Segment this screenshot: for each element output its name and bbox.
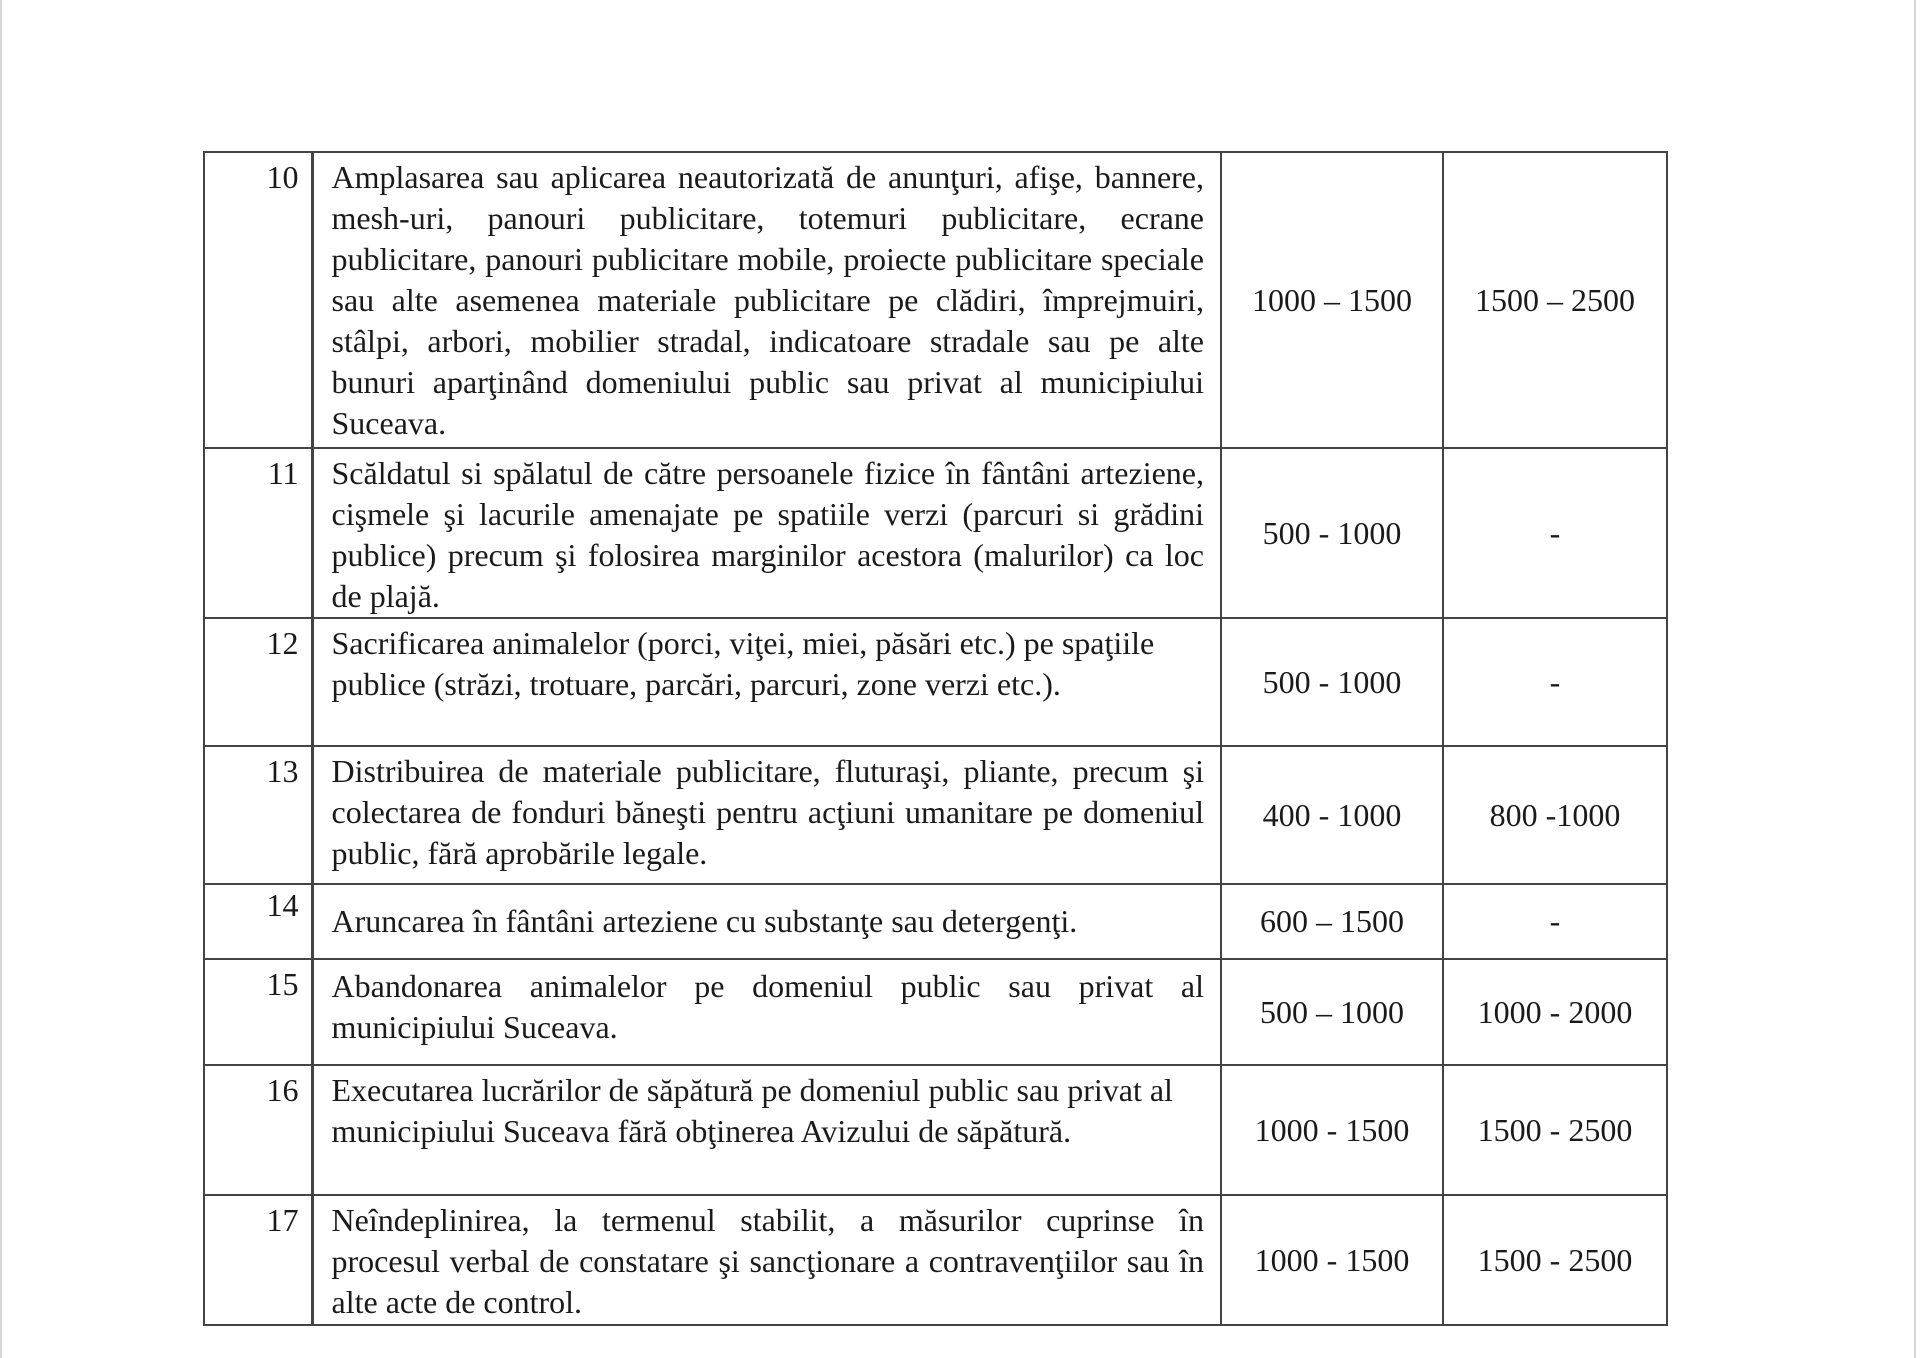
row-number: 13	[204, 746, 312, 884]
row-number: 16	[204, 1065, 312, 1195]
row-description: Executarea lucrărilor de săpătură pe domeniul public sau privat al municipiului Suceava fără obţinerea Avizului de săpătură.	[312, 1065, 1221, 1195]
table-row	[204, 152, 1667, 448]
row-description: Scăldatul si spălatul de către persoanele fizice în fântâni arteziene, cişmele şi lacurile amenajate pe spatiile verzi (parcuri si grădini publice) precum şi folosirea marginilor acestora (malurilor) ca loc de plajă.	[312, 448, 1221, 618]
fine-range-min: 1000 – 1500	[1221, 152, 1443, 448]
table-row	[204, 1065, 1667, 1195]
row-description: Abandonarea animalelor pe domeniul public sau privat al municipiului Suceava.	[312, 959, 1221, 1065]
fine-range-min: 500 - 1000	[1221, 448, 1443, 618]
row-description: Aruncarea în fântâni arteziene cu substanţe sau detergenţi.	[312, 884, 1221, 959]
fine-range-min: 500 – 1000	[1221, 959, 1443, 1065]
fine-range-max: -	[1443, 448, 1667, 618]
table-row	[204, 959, 1667, 1065]
fine-range-max: 800 -1000	[1443, 746, 1667, 884]
table-row	[204, 618, 1667, 746]
fine-range-max: -	[1443, 618, 1667, 746]
fine-range-max: 1500 – 2500	[1443, 152, 1667, 448]
fines-table	[203, 151, 1668, 1326]
table-row	[204, 884, 1667, 959]
fine-range-min: 1000 - 1500	[1221, 1195, 1443, 1325]
fine-range-min: 1000 - 1500	[1221, 1065, 1443, 1195]
row-number: 15	[204, 959, 312, 1065]
row-description: Sacrificarea animalelor (porci, viţei, miei, păsări etc.) pe spaţiile publice (străzi, trotuare, parcări, parcuri, zone verzi etc.).	[312, 618, 1221, 746]
fine-range-max: -	[1443, 884, 1667, 959]
fine-range-min: 600 – 1500	[1221, 884, 1443, 959]
row-description: Distribuirea de materiale publicitare, fluturaşi, pliante, precum şi colectarea de fonduri băneşti pentru acţiuni umanitare pe domeniul public, fără aprobările legale.	[312, 746, 1221, 884]
row-number: 17	[204, 1195, 312, 1325]
row-number: 14	[204, 884, 312, 959]
fine-range-max: 1500 - 2500	[1443, 1065, 1667, 1195]
fine-range-min: 500 - 1000	[1221, 618, 1443, 746]
fine-range-min: 400 - 1000	[1221, 746, 1443, 884]
fine-range-max: 1500 - 2500	[1443, 1195, 1667, 1325]
table-row	[204, 1195, 1667, 1325]
fine-range-max: 1000 - 2000	[1443, 959, 1667, 1065]
table-row	[204, 448, 1667, 618]
row-number: 10	[204, 152, 312, 448]
table-row	[204, 746, 1667, 884]
row-description: Amplasarea sau aplicarea neautorizată de anunţuri, afişe, bannere, mesh-uri, panouri publicitare, totemuri publicitare, ecrane publicitare, panouri publicitare mobile, proiecte publicitare speciale sau alte asemenea materiale publicitare pe clădiri, împrejmuiri, stâlpi, arbori, mobilier stradal, indicatoare stradale sau pe alte bunuri aparţinând domeniului public sau privat al municipiului Suceava.	[312, 152, 1221, 448]
row-description: Neîndeplinirea, la termenul stabilit, a măsurilor cuprinse în procesul verbal de constatare şi sancţionare a contravenţiilor sau în alte acte de control.	[312, 1195, 1221, 1325]
row-number: 11	[204, 448, 312, 618]
row-number: 12	[204, 618, 312, 746]
